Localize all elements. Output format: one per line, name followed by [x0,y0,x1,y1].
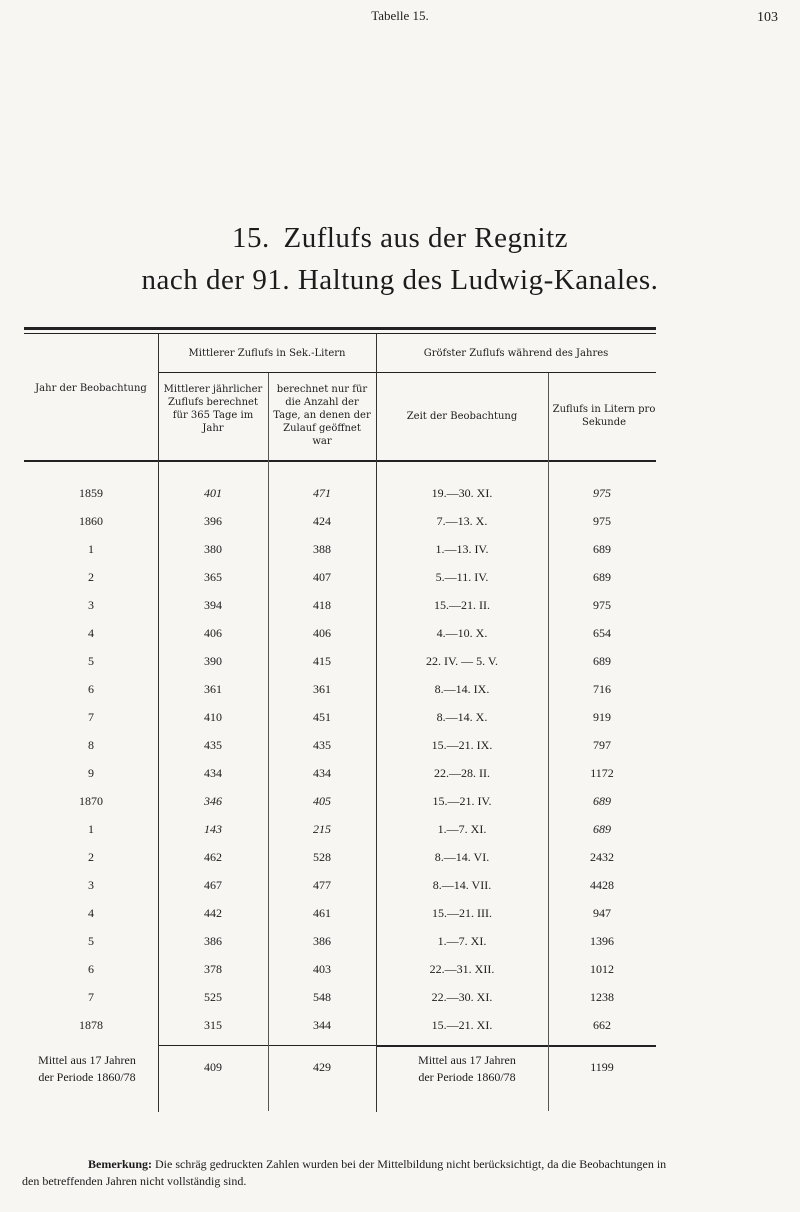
cell-liters: 716 [593,682,611,696]
header-bottom-rule [24,460,656,462]
table-title-line2: nach der 91. Haltung des Ludwig-Kanales. [141,264,659,296]
table-row [0,598,800,618]
cell-year: 6 [88,962,94,976]
summary-label-line1: Mittel aus 17 Jahren [38,1053,136,1067]
table-row [0,990,800,1010]
cell-mean365: 525 [204,990,222,1004]
table-row [0,906,800,926]
cell-time: 7.—13. X. [436,514,488,528]
cell-liters: 919 [593,710,611,724]
cell-year: 2 [88,850,94,864]
cell-time: 22.—31. XII. [429,962,495,976]
cell-time: 8.—14. X. [436,710,488,724]
cell-meanopen: 403 [313,962,331,976]
cell-year: 6 [88,682,94,696]
cell-meanopen: 388 [313,542,331,556]
table-title-line1 [0,222,800,255]
cell-time: 8.—14. VII. [432,878,492,892]
cell-meanopen: 418 [313,598,331,612]
title-text-line1: Zuflufs aus der Regnitz [283,222,568,254]
cell-mean365: 380 [204,542,222,556]
cell-meanopen: 471 [313,486,331,500]
table-row [0,682,800,702]
cell-meanopen: 477 [313,878,331,892]
cell-time: 1.—13. IV. [435,542,489,556]
cell-meanopen: 361 [313,682,331,696]
cell-liters: 689 [593,794,611,808]
cell-year: 1 [88,542,94,556]
group-mean-rule [158,372,376,373]
header-group-max: Gröfster Zuflufs während des Jahres [423,348,609,359]
table-row [0,654,800,674]
cell-meanopen: 434 [313,766,331,780]
cell-year: 3 [88,878,94,892]
cell-year: 1870 [79,794,103,808]
table-row [0,794,800,814]
cell-liters: 797 [593,738,611,752]
cell-year: 7 [88,710,94,724]
cell-time: 19.—30. XI. [431,486,493,500]
cell-year: 1860 [79,514,103,528]
cell-liters: 947 [593,906,611,920]
cell-time: 22.—30. XI. [431,990,493,1004]
cell-meanopen: 451 [313,710,331,724]
cell-liters: 654 [593,626,611,640]
summary-time-line1: Mittel aus 17 Jahren [418,1053,516,1067]
cell-time: 22.—28. II. [434,766,490,780]
header-mean-365: Mittlerer jährlicher Zuflufs berechnet für 365 Tage im Jahr [163,384,263,434]
cell-liters: 1172 [590,766,614,780]
cell-mean365: 378 [204,962,222,976]
cell-mean365: 365 [204,570,222,584]
cell-mean365: 386 [204,934,222,948]
running-title: Tabelle 15. [371,8,429,23]
remark [22,1156,682,1190]
cell-year: 4 [88,906,94,920]
cell-meanopen: 405 [313,794,331,808]
cell-year: 9 [88,766,94,780]
table-row [0,850,800,870]
cell-time: 15.—21. IX. [431,738,493,752]
cell-time: 15.—21. XI. [431,1018,493,1032]
cell-liters: 975 [593,598,611,612]
cell-liters: 2432 [590,850,614,864]
cell-mean365: 442 [204,906,222,920]
table-row [0,766,800,786]
header-liters: Zuflufs in Litern pro Sekunde [552,404,656,428]
cell-liters: 975 [593,486,611,500]
cell-meanopen: 386 [313,934,331,948]
cell-mean365: 143 [204,822,222,836]
cell-liters: 975 [593,514,611,528]
cell-year: 1878 [79,1018,103,1032]
cell-time: 4.—10. X. [436,626,488,640]
cell-year: 4 [88,626,94,640]
cell-mean365: 410 [204,710,222,724]
table-row [0,962,800,982]
cell-meanopen: 344 [313,1018,331,1032]
cell-meanopen: 415 [313,654,331,668]
cell-year: 1 [88,822,94,836]
cell-year: 8 [88,738,94,752]
cell-liters: 689 [593,570,611,584]
cell-meanopen: 215 [313,822,331,836]
cell-mean365: 315 [204,1018,222,1032]
summary-label-line2: der Periode 1860/78 [38,1070,136,1084]
cell-liters: 1012 [590,962,614,976]
remark-label: Bemerkung: [88,1157,152,1171]
cell-mean365: 390 [204,654,222,668]
table-row [0,934,800,954]
cell-time: 1.—7. XI. [437,934,487,948]
summary-mean-365: 409 [204,1060,222,1074]
summary-liters: 1199 [590,1060,614,1074]
cell-mean365: 396 [204,514,222,528]
table-top-rule-thin [24,333,656,334]
cell-year: 5 [88,934,94,948]
cell-mean365: 394 [204,598,222,612]
cell-year: 7 [88,990,94,1004]
cell-meanopen: 435 [313,738,331,752]
page-number: 103 [757,10,778,25]
cell-year: 3 [88,598,94,612]
table-row [0,822,800,842]
cell-mean365: 462 [204,850,222,864]
cell-meanopen: 406 [313,626,331,640]
cell-liters: 689 [593,822,611,836]
table-row [0,570,800,590]
cell-meanopen: 528 [313,850,331,864]
cell-meanopen: 424 [313,514,331,528]
summary-rule-left [158,1045,376,1046]
summary-time [392,1052,542,1086]
cell-meanopen: 407 [313,570,331,584]
cell-liters: 689 [593,654,611,668]
cell-time: 8.—14. IX. [434,682,490,696]
table-row [0,626,800,646]
summary-time-line2: der Periode 1860/78 [418,1070,516,1084]
cell-mean365: 434 [204,766,222,780]
cell-liters: 1238 [590,990,614,1004]
table-top-rule [24,327,656,330]
table-row [0,738,800,758]
header-mean-open: berechnet nur für die Anzahl der Tage, an denen der Zulauf geöffnet war [273,384,371,447]
remark-text: Die schräg gedruckten Zahlen wurden bei der Mittelbildung nicht berücksichtigt, da die Beobachtungen in den betreffenden Jahren nicht vollständig sind. [22,1157,667,1188]
cell-time: 5.—11. IV. [435,570,489,584]
table-row [0,710,800,730]
group-max-rule [376,372,656,373]
summary-rule-right [376,1045,656,1047]
cell-liters: 689 [593,542,611,556]
cell-mean365: 467 [204,878,222,892]
cell-mean365: 406 [204,626,222,640]
cell-mean365: 361 [204,682,222,696]
cell-time: 22. IV. — 5. V. [425,654,499,668]
cell-liters: 662 [593,1018,611,1032]
cell-mean365: 346 [204,794,222,808]
cell-time: 1.—7. XI. [437,822,487,836]
summary-mean-open: 429 [313,1060,331,1074]
cell-year: 5 [88,654,94,668]
cell-meanopen: 461 [313,906,331,920]
header-group-mean: Mittlerer Zuflufs in Sek.-Litern [188,348,346,359]
cell-mean365: 401 [204,486,222,500]
header-time: Zeit der Beobachtung [406,411,518,422]
header-year: Jahr der Beobachtung [35,383,147,394]
table-row [0,514,800,534]
summary-label [14,1052,160,1086]
table-row [0,878,800,898]
cell-meanopen: 548 [313,990,331,1004]
cell-year: 2 [88,570,94,584]
cell-year: 1859 [79,486,103,500]
cell-liters: 1396 [590,934,614,948]
cell-mean365: 435 [204,738,222,752]
cell-time: 15.—21. II. [434,598,490,612]
table-row [0,1018,800,1038]
cell-liters: 4428 [590,878,614,892]
table-number: 15. [231,222,270,254]
table-row [0,542,800,562]
cell-time: 15.—21. IV. [432,794,492,808]
table-row [0,486,800,506]
cell-time: 8.—14. VI. [434,850,490,864]
cell-time: 15.—21. III. [432,906,492,920]
